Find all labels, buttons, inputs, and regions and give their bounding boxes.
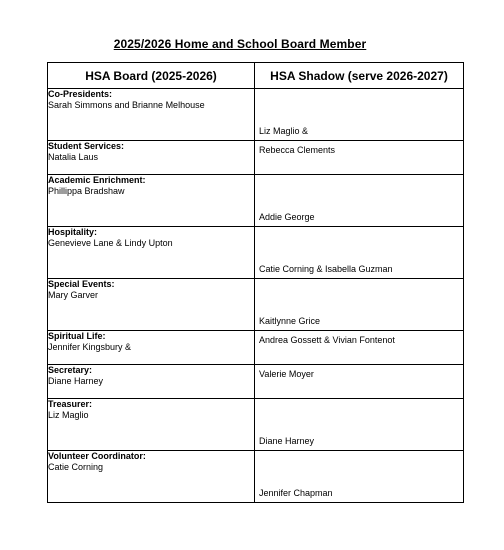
- shadow-cell: [255, 365, 464, 399]
- role-label: Student Services:: [48, 141, 125, 151]
- board-cell: [48, 279, 255, 331]
- role-holder: Sarah Simmons and Brianne Melhouse: [48, 100, 205, 110]
- table-row: [48, 141, 464, 175]
- board-cell: [48, 175, 255, 227]
- role-holder: Catie Corning: [48, 462, 104, 472]
- table-row: [48, 331, 464, 365]
- table-row: [48, 279, 464, 331]
- shadow-holder: Catie Corning & Isabella Guzman: [259, 264, 393, 274]
- role-label: Secretary:: [48, 365, 93, 375]
- table-row: [48, 175, 464, 227]
- board-cell: [48, 227, 255, 279]
- shadow-holder: Valerie Moyer: [259, 369, 314, 379]
- board-cell: [48, 399, 255, 451]
- shadow-cell: [255, 227, 464, 279]
- shadow-cell: [255, 451, 464, 503]
- role-label: Academic Enrichment:: [48, 175, 146, 185]
- shadow-cell: [255, 141, 464, 175]
- board-table: [47, 62, 464, 503]
- board-cell: [48, 451, 255, 503]
- role-holder: Genevieve Lane & Lindy Upton: [48, 238, 173, 248]
- board-cell: [48, 141, 255, 175]
- table-row: [48, 451, 464, 503]
- shadow-cell: [255, 279, 464, 331]
- role-holder: Jennifer Kingsbury &: [48, 342, 132, 352]
- role-holder: Phillippa Bradshaw: [48, 186, 125, 196]
- shadow-holder: Diane Harney: [259, 436, 315, 446]
- table-header-row: [48, 63, 464, 89]
- role-label: Spiritual Life:: [48, 331, 106, 341]
- role-holder: Natalia Laus: [48, 152, 99, 162]
- shadow-cell: [255, 89, 464, 141]
- role-holder: Mary Garver: [48, 290, 99, 300]
- shadow-cell: [255, 399, 464, 451]
- shadow-holder: Andrea Gossett & Vivian Fontenot: [259, 335, 395, 345]
- shadow-column-header: HSA Shadow (serve 2026-2027): [255, 63, 464, 89]
- shadow-cell: [255, 175, 464, 227]
- role-label: Hospitality:: [48, 227, 98, 237]
- board-cell: [48, 331, 255, 365]
- board-column-header: HSA Board (2025-2026): [48, 63, 255, 89]
- table-row: [48, 365, 464, 399]
- shadow-holder: Rebecca Clements: [259, 145, 336, 155]
- shadow-holder: Kaitlynne Grice: [259, 316, 321, 326]
- role-label: Special Events:: [48, 279, 115, 289]
- role-holder: Diane Harney: [48, 376, 104, 386]
- table-row: [48, 399, 464, 451]
- shadow-cell: [255, 331, 464, 365]
- role-label: Treasurer:: [48, 399, 93, 409]
- shadow-holder: Liz Maglio &: [259, 126, 309, 136]
- board-cell: [48, 365, 255, 399]
- table-row: [48, 89, 464, 141]
- shadow-holder: Addie George: [259, 212, 315, 222]
- board-cell: [48, 89, 255, 141]
- table-row: [48, 227, 464, 279]
- role-holder: Liz Maglio: [48, 410, 89, 420]
- shadow-holder: Jennifer Chapman: [259, 488, 333, 498]
- document-title: 2025/2026 Home and School Board Member: [113, 37, 367, 51]
- role-label: Co-Presidents:: [48, 89, 113, 99]
- role-label: Volunteer Coordinator:: [48, 451, 146, 461]
